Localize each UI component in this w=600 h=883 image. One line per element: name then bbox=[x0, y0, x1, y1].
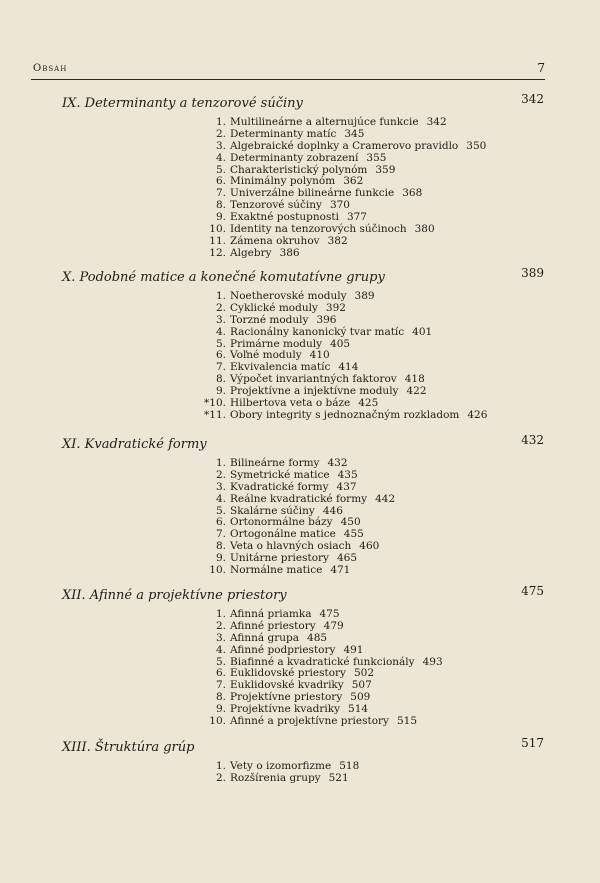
section-number: 11. bbox=[209, 234, 226, 247]
section-title: Afinná grupa bbox=[230, 631, 300, 644]
section-title: Afinné priestory bbox=[230, 619, 316, 632]
section-page-number: 405 bbox=[330, 337, 351, 350]
section-number: 7. bbox=[215, 187, 226, 200]
section-page-number: 359 bbox=[375, 163, 396, 176]
section-number: 4. bbox=[215, 151, 226, 164]
section-page-number: 380 bbox=[414, 223, 435, 236]
section-title: Cyklické moduly bbox=[230, 301, 318, 314]
section-number: *11. bbox=[204, 408, 226, 421]
section-page-number: 386 bbox=[279, 246, 300, 259]
section-title: Tenzorové súčiny bbox=[230, 199, 322, 212]
section-title: Hilbertova veta o báze bbox=[230, 397, 351, 410]
section-number: *10. bbox=[204, 397, 226, 410]
toc-entry[interactable] bbox=[170, 315, 530, 327]
section-number: 8. bbox=[215, 373, 226, 386]
section-title: Afinné a projektívne priestory bbox=[230, 715, 389, 728]
section-title: Determinanty matíc bbox=[230, 127, 337, 140]
chapter-page-number: 389 bbox=[521, 266, 544, 280]
section-title: Racionálny kanonický tvar matíc bbox=[230, 325, 405, 338]
section-number: 3. bbox=[215, 631, 226, 644]
chapter-title[interactable]: XII. Afinné a projektívne priestory bbox=[62, 588, 287, 603]
section-title: Charakteristický polynóm bbox=[230, 163, 368, 176]
section-number: 6. bbox=[215, 349, 226, 362]
section-list bbox=[170, 458, 530, 577]
section-page-number: 515 bbox=[397, 715, 418, 728]
section-page-number: 435 bbox=[337, 468, 358, 481]
running-head-title: Obsah bbox=[33, 63, 68, 74]
section-number: 5. bbox=[215, 655, 226, 668]
toc-entry[interactable] bbox=[170, 129, 530, 141]
section-title: Vety o izomorfizme bbox=[230, 760, 332, 772]
section-number: 7. bbox=[215, 679, 226, 692]
section-number: 6. bbox=[215, 175, 226, 188]
section-title: Ortogonálne matice bbox=[230, 528, 336, 541]
section-number: 2. bbox=[215, 301, 226, 314]
section-list bbox=[170, 117, 530, 260]
section-title: Algebry bbox=[230, 246, 272, 259]
section-title: Kvadratické formy bbox=[230, 480, 329, 493]
chapter-page-number: 432 bbox=[521, 433, 544, 447]
section-title: Torzné moduly bbox=[230, 313, 309, 326]
section-number: 3. bbox=[215, 480, 226, 493]
section-number: 2. bbox=[215, 771, 226, 784]
section-page-number: 396 bbox=[316, 313, 337, 326]
section-title: Bilineárne formy bbox=[230, 457, 320, 469]
section-number: 7. bbox=[215, 361, 226, 374]
section-title: Symetrické matice bbox=[230, 468, 330, 481]
section-number: 10. bbox=[209, 223, 226, 236]
section-page-number: 502 bbox=[353, 667, 375, 680]
section-title: Univerzálne bilineárne funkcie bbox=[230, 187, 395, 200]
section-number: 5. bbox=[215, 504, 226, 517]
section-page-number: 460 bbox=[359, 540, 380, 553]
section-list bbox=[170, 291, 530, 422]
section-title: Multilineárne a alternujúce funkcie bbox=[230, 116, 419, 128]
section-title: Biafinné a kvadratické funkcionály bbox=[230, 655, 415, 668]
section-title: Voľné moduly bbox=[230, 349, 302, 362]
section-title: Normálne matice bbox=[230, 564, 323, 577]
section-page-number: 514 bbox=[348, 703, 369, 716]
section-page-number: 521 bbox=[328, 771, 349, 784]
section-page-number: 446 bbox=[322, 504, 343, 517]
section-title: Výpočet invariantných faktorov bbox=[230, 373, 397, 386]
section-title: Minimálny polynóm bbox=[230, 175, 336, 188]
section-title: Exaktné postupnosti bbox=[230, 211, 339, 224]
section-title: Algebraické doplnky a Cramerovo pravidlo bbox=[230, 139, 459, 152]
section-title: Veta o hlavných osiach bbox=[230, 540, 352, 553]
toc-entry[interactable] bbox=[170, 248, 530, 260]
toc-entry[interactable] bbox=[170, 494, 530, 506]
section-page-number: 455 bbox=[343, 528, 364, 541]
section-page-number: 350 bbox=[466, 139, 487, 152]
section-page-number: 422 bbox=[406, 385, 427, 398]
chapter-title[interactable]: XI. Kvadratické formy bbox=[62, 437, 207, 452]
section-title: Identity na tenzorových súčinoch bbox=[230, 223, 407, 236]
section-page-number: 432 bbox=[327, 457, 348, 469]
toc-entry[interactable] bbox=[170, 621, 530, 633]
section-page-number: 392 bbox=[325, 301, 346, 314]
section-number: 9. bbox=[215, 703, 226, 716]
chapter-title[interactable]: X. Podobné matice a konečné komutatívne grupy bbox=[62, 270, 385, 285]
section-page-number: 493 bbox=[422, 655, 443, 668]
section-number: 2. bbox=[215, 468, 226, 481]
chapter-page-number: 342 bbox=[521, 92, 544, 106]
section-title: Unitárne priestory bbox=[230, 552, 329, 565]
chapter-title[interactable]: XIII. Štruktúra grúp bbox=[62, 740, 195, 755]
toc-entry[interactable] bbox=[170, 153, 530, 165]
section-page-number: 450 bbox=[340, 516, 361, 529]
header-rule bbox=[31, 79, 545, 80]
section-number: 1. bbox=[215, 290, 226, 302]
section-title: Obory integrity s jednoznačným rozkladom bbox=[230, 408, 460, 421]
toc-entry[interactable] bbox=[170, 410, 530, 422]
toc-entry[interactable] bbox=[170, 141, 530, 153]
section-page-number: 370 bbox=[329, 199, 350, 212]
section-number: 4. bbox=[215, 325, 226, 338]
section-title: Rozšírenia grupy bbox=[230, 771, 321, 784]
section-title: Ekvivalencia matíc bbox=[230, 361, 331, 374]
section-title: Ortonormálne bázy bbox=[230, 516, 333, 529]
section-list bbox=[170, 761, 530, 785]
section-page-number: 471 bbox=[330, 564, 351, 577]
section-number: 9. bbox=[215, 211, 226, 224]
section-title: Noetherovské moduly bbox=[230, 290, 347, 302]
toc-entry[interactable] bbox=[170, 645, 530, 657]
section-number: 2. bbox=[215, 127, 226, 140]
section-page-number: 426 bbox=[467, 408, 488, 421]
section-title: Euklidovské priestory bbox=[230, 667, 346, 680]
toc-entry[interactable] bbox=[170, 633, 530, 645]
section-number: 1. bbox=[215, 760, 226, 772]
section-page-number: 355 bbox=[366, 151, 387, 164]
section-page-number: 389 bbox=[354, 290, 375, 302]
toc-entry[interactable] bbox=[170, 773, 530, 785]
section-number: 12. bbox=[209, 246, 226, 259]
section-page-number: 401 bbox=[412, 325, 433, 338]
chapter-page-number: 475 bbox=[521, 584, 544, 598]
section-page-number: 491 bbox=[343, 643, 364, 656]
section-page-number: 345 bbox=[344, 127, 365, 140]
toc-entry[interactable] bbox=[170, 303, 530, 315]
section-number: 8. bbox=[215, 691, 226, 704]
section-title: Primárne moduly bbox=[230, 337, 323, 350]
toc-entry[interactable] bbox=[170, 565, 530, 577]
section-number: 1. bbox=[215, 457, 226, 469]
section-number: 9. bbox=[215, 552, 226, 565]
section-number: 5. bbox=[215, 337, 226, 350]
section-page-number: 485 bbox=[307, 631, 328, 644]
section-page-number: 377 bbox=[346, 211, 367, 224]
section-number: 4. bbox=[215, 643, 226, 656]
section-number: 8. bbox=[215, 540, 226, 553]
section-page-number: 479 bbox=[323, 619, 344, 632]
chapter-title[interactable]: IX. Determinanty a tenzorové súčiny bbox=[62, 96, 303, 111]
section-page-number: 368 bbox=[402, 187, 423, 200]
section-page-number: 418 bbox=[404, 373, 425, 386]
page-number: 7 bbox=[537, 61, 545, 75]
section-title: Reálne kvadratické formy bbox=[230, 492, 368, 505]
section-page-number: 465 bbox=[336, 552, 358, 565]
section-page-number: 425 bbox=[358, 397, 379, 410]
section-number: 1. bbox=[215, 116, 226, 128]
section-page-number: 507 bbox=[351, 679, 372, 692]
section-page-number: 362 bbox=[343, 175, 364, 188]
section-page-number: 382 bbox=[327, 234, 348, 247]
section-number: 8. bbox=[215, 199, 226, 212]
section-number: 7. bbox=[215, 528, 226, 541]
toc-entry[interactable] bbox=[170, 470, 530, 482]
section-title: Zámena okruhov bbox=[230, 234, 320, 247]
section-number: 3. bbox=[215, 139, 226, 152]
toc-entry[interactable] bbox=[170, 482, 530, 494]
section-number: 6. bbox=[215, 516, 226, 529]
section-list bbox=[170, 609, 530, 728]
section-number: 5. bbox=[215, 163, 226, 176]
section-title: Projektívne a injektívne moduly bbox=[230, 385, 399, 398]
running-head bbox=[33, 63, 545, 74]
section-title: Afinná priamka bbox=[230, 608, 312, 620]
section-number: 2. bbox=[215, 619, 226, 632]
section-page-number: 509 bbox=[350, 691, 371, 704]
section-page-number: 442 bbox=[375, 492, 396, 505]
section-page-number: 518 bbox=[339, 760, 360, 772]
section-title: Euklidovské kvadriky bbox=[230, 679, 344, 692]
section-page-number: 342 bbox=[426, 116, 447, 128]
section-title: Afinné podpriestory bbox=[230, 643, 336, 656]
section-title: Skalárne súčiny bbox=[230, 504, 315, 517]
section-page-number: 410 bbox=[309, 349, 330, 362]
section-number: 3. bbox=[215, 313, 226, 326]
section-page-number: 414 bbox=[338, 361, 359, 374]
section-title: Determinanty zobrazení bbox=[230, 151, 359, 164]
chapter-page-number: 517 bbox=[521, 736, 544, 750]
section-number: 9. bbox=[215, 385, 226, 398]
section-number: 4. bbox=[215, 492, 226, 505]
section-page-number: 437 bbox=[336, 480, 357, 493]
section-page-number: 475 bbox=[319, 608, 340, 620]
toc-entry[interactable] bbox=[170, 716, 530, 728]
section-number: 10. bbox=[209, 715, 226, 728]
toc-entry[interactable] bbox=[170, 327, 530, 339]
section-number: 10. bbox=[209, 564, 226, 577]
section-title: Projektívne kvadriky bbox=[230, 703, 341, 716]
toc-entry[interactable] bbox=[170, 236, 530, 248]
section-number: 6. bbox=[215, 667, 226, 680]
section-title: Projektívne priestory bbox=[230, 691, 343, 704]
section-number: 1. bbox=[215, 608, 226, 620]
